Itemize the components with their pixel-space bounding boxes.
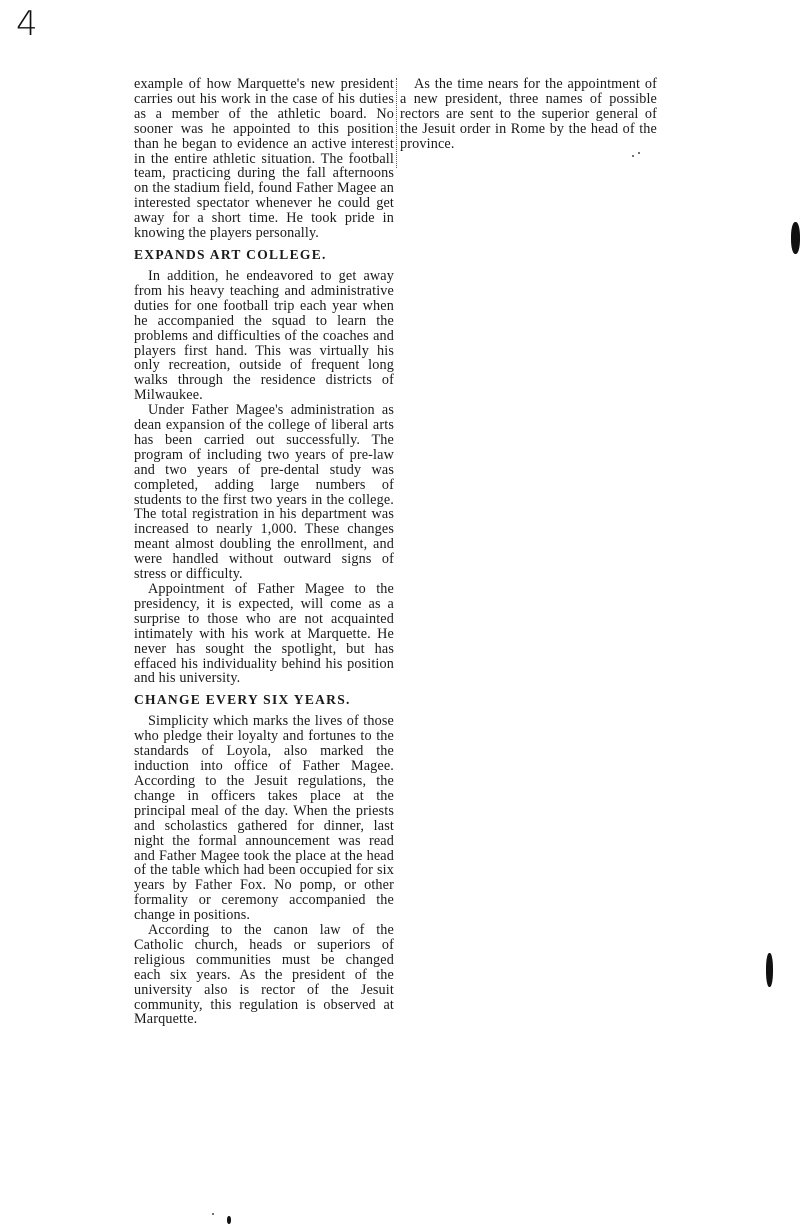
scan-speck [638, 152, 640, 154]
paragraph-appointment: Appointment of Father Magee to the presidency, it is expected, will come as a surprise to those who are not acquainted intimately with his work at Marquette. He never has sought the spotlight, but has effaced his individuality behind his position and his university. [134, 581, 394, 687]
paragraph-football-trip: In addition, he endeavored to get away from his heavy teaching and administrative duties for one football trip each year when he accompanied the squad to learn the problems and difficulties of the coaches and players first hand. This was virtually his only recreation, outside of frequent long walks through the residence districts of Milwaukee. [134, 267, 394, 404]
page-number: 4 [16, 4, 38, 44]
section-heading-expands-art-college: EXPANDS ART COLLEGE. [134, 246, 327, 262]
intro-paragraph: example of how Marquette's new president carries out his work in the case of his duties as a member of the athletic board. No sooner was he appointed to this position than he began to evidence an active interest in the entire athletic situation. The football team, practicing during the fall afternoons on the stadium field, found Father Magee an interested spectator whenever he could get away for a short time. He took pride in knowing the players personally. [134, 76, 394, 242]
paragraph-rector-names: As the time nears for the appointment of a new president, three names of possible rectors are sent to the superior general of the Jesuit order in Rome by the head of the province. [400, 76, 657, 152]
scan-mark-bottom [227, 1216, 231, 1224]
column-divider [396, 78, 398, 168]
section-heading-change-every-six-years: CHANGE EVERY SIX YEARS. [134, 692, 351, 708]
scan-speck [212, 1213, 214, 1215]
paragraph-canon-law: According to the canon law of the Catholic church, heads or superiors of religious communities must be changed each six years. As the president of the university also is rector of the Jesuit community, this regulation is observed at Marquette. [134, 922, 394, 1028]
article-right-column [400, 77, 657, 152]
paragraph-liberal-arts: Under Father Magee's administration as dean expansion of the college of liberal arts has been carried out successfully. The program of including two years of pre-law and two years of pre-dental study was completed, adding large numbers of students to the first two years in the college. The total registration in his department was increased to nearly 1,000. These changes meant almost doubling the enrollment, and were handled without outward signs of stress or difficulty. [134, 402, 394, 583]
scan-speck [632, 155, 634, 157]
scan-mark-right-edge [791, 222, 800, 254]
scan-mark-right-margin [766, 953, 773, 987]
article-left-column [134, 77, 394, 1027]
paragraph-simplicity: Simplicity which marks the lives of those who pledge their loyalty and fortunes to the standards of Loyola, also marked the induction into office of Father Magee. According to the Jesuit regulations, the change in officers takes place at the principal meal of the day. When the priests and scholastics gathered for dinner, last night the formal announcement was read and Father Magee took the place at the head of the table which had been occupied for six years by Father Fox. No pomp, or other formality or ceremony accompanied the change in positions. [134, 713, 394, 924]
